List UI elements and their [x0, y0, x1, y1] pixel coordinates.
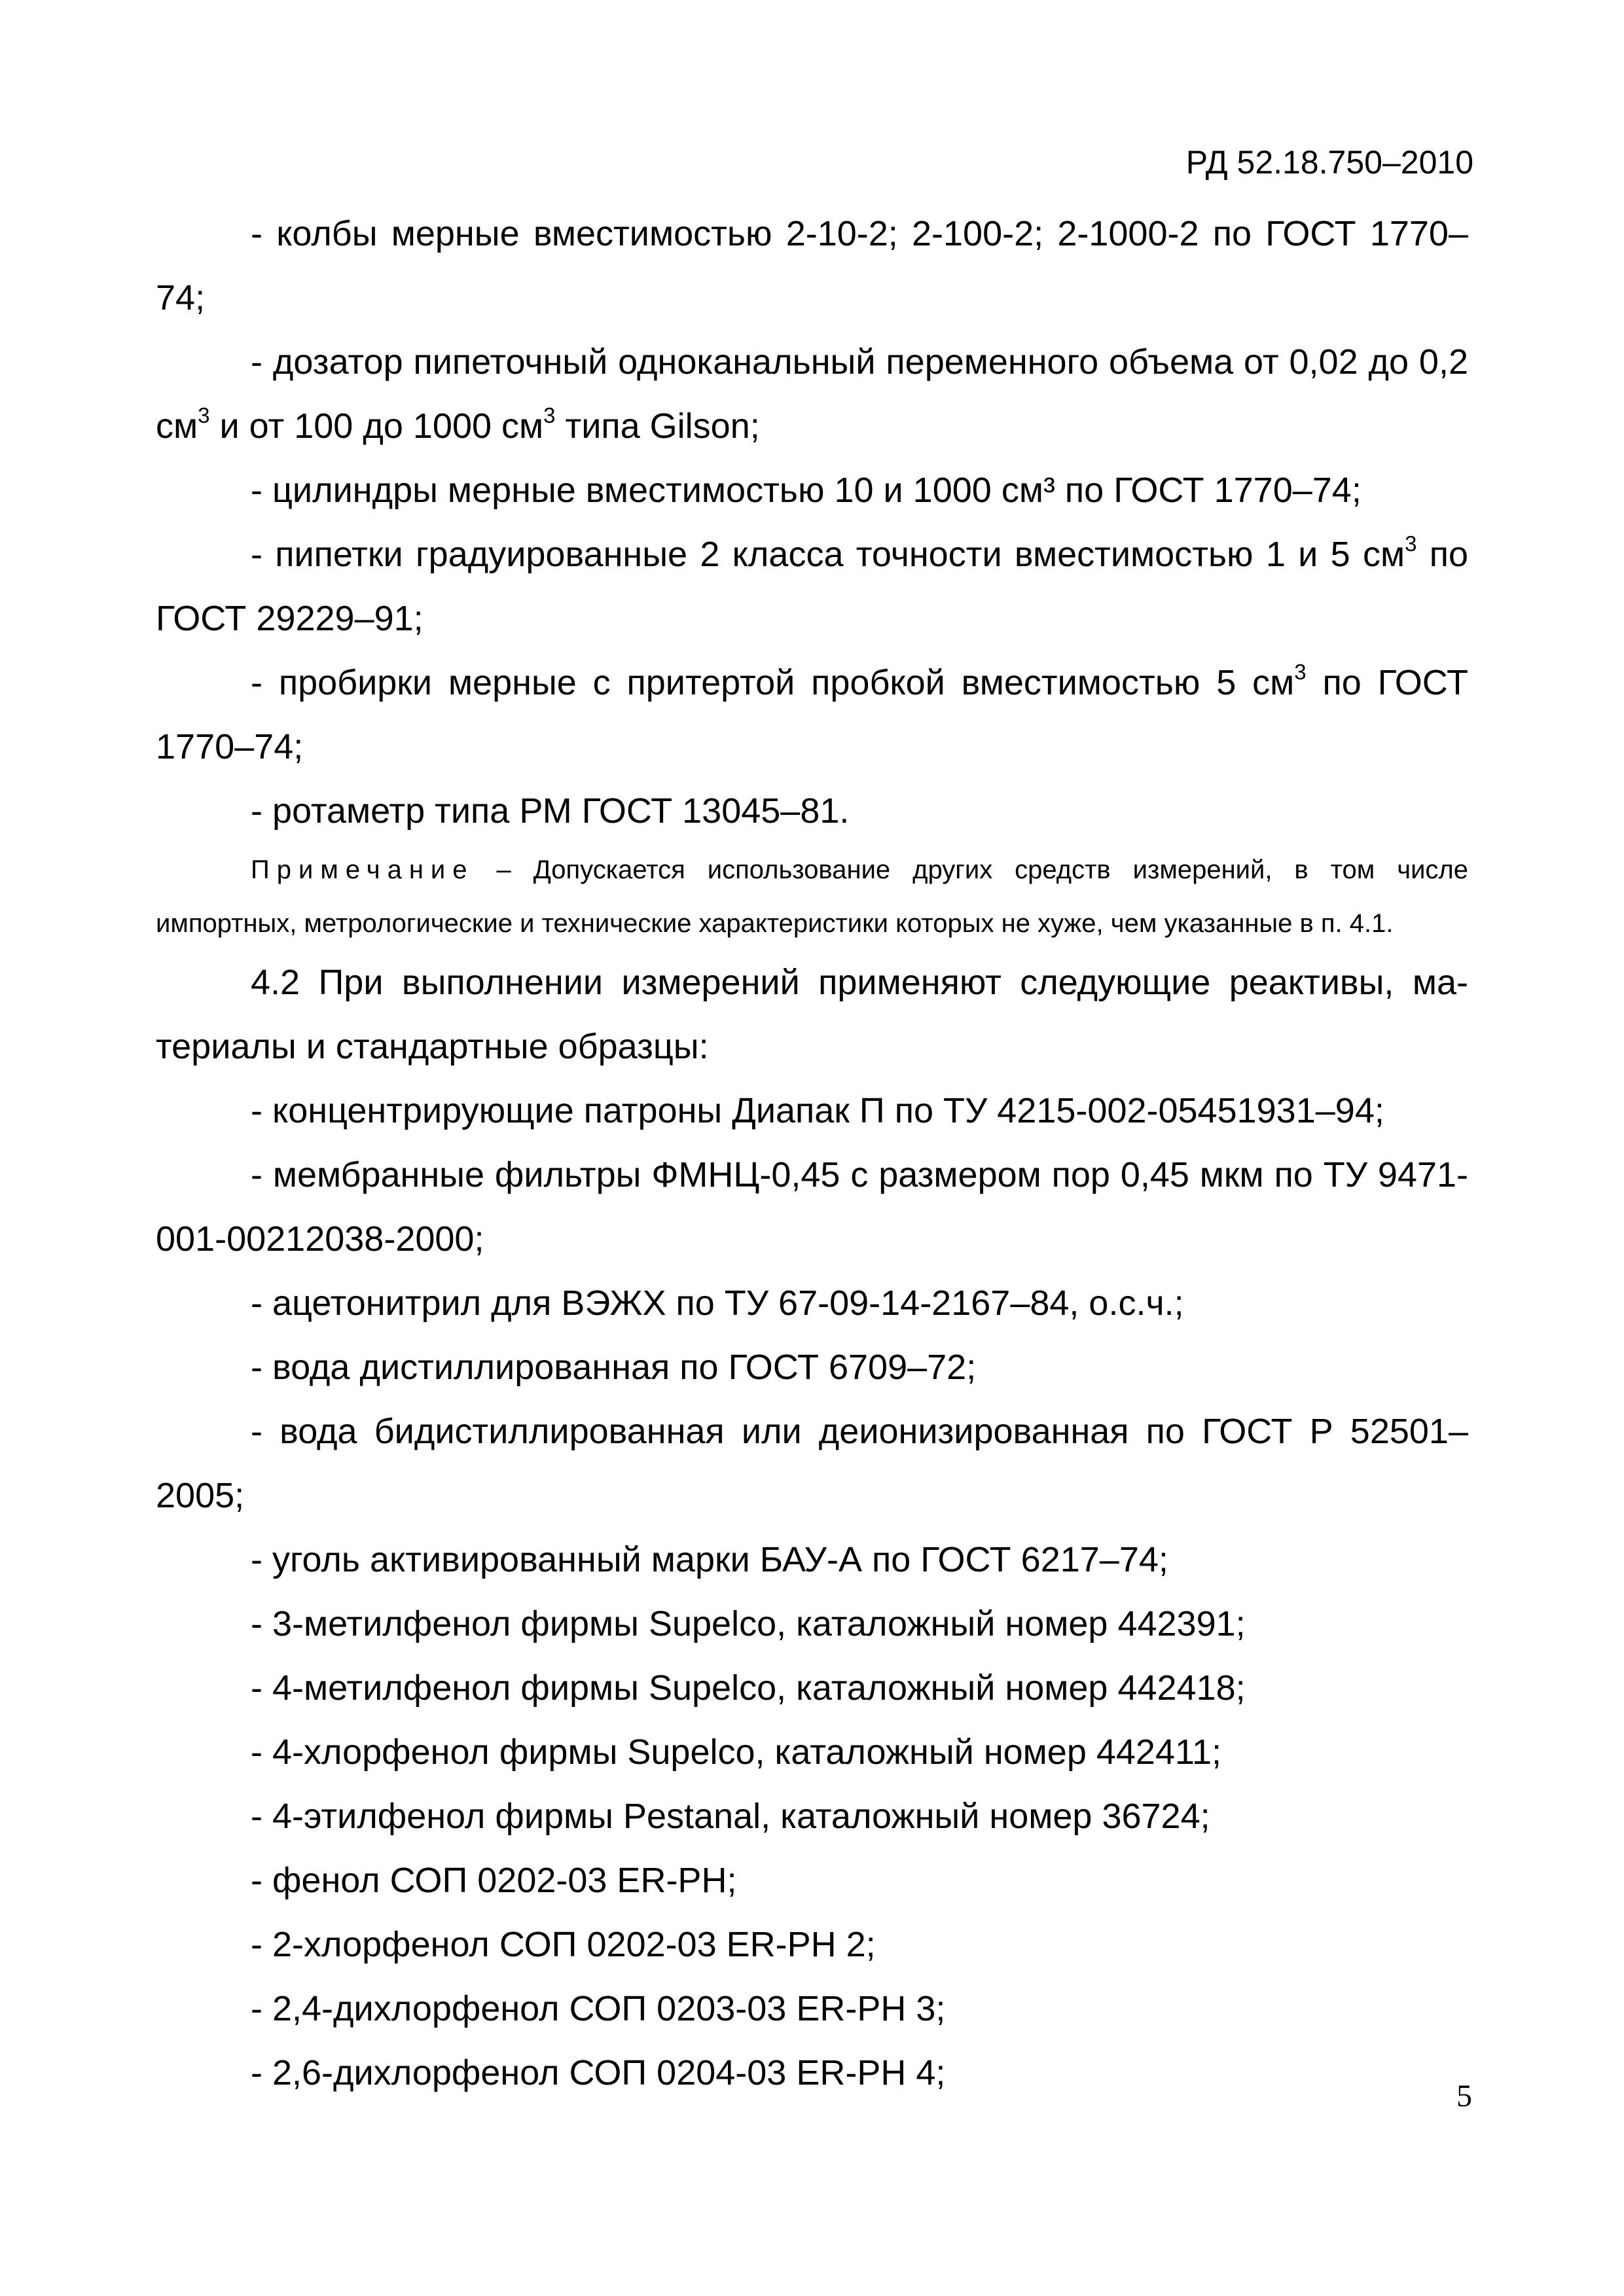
reagent-item: - 2,6-дихлорфенол СОП 0204-03 ER-PH 4;: [251, 2053, 946, 2092]
reagent-item: - вода бидистиллированная или деионизированная по ГОСТ Р 52501–2005;: [156, 1412, 1468, 1515]
superscript: 3: [543, 403, 556, 427]
reagent-item: - 4-хлорфенол фирмы Supelco, каталожный номер 442411;: [251, 1732, 1222, 1772]
reagent-item: - 2,4-дихлорфенол СОП 0203-03 ER-PH 3;: [251, 1989, 946, 2028]
superscript: 3: [1405, 531, 1417, 556]
equipment-item-text: - пипетки градуированные 2 класса точности вместимостью 1 и 5 см: [251, 535, 1405, 574]
document-body: [156, 202, 1468, 2105]
reagent-item: - уголь активированный марки БАУ-А по ГОСТ 6217–74;: [251, 1540, 1168, 1579]
reagent-item: - 3-метилфенол фирмы Supelco, каталожный номер 442391;: [251, 1604, 1246, 1643]
note-paragraph: [156, 843, 1468, 950]
note-text: – Допускается использование других средств измерений, в том числе импортных, метрологические и технические характеристики которых не хуже, чем указанные в п. 4.1.: [156, 855, 1468, 938]
note-label: Примечание: [251, 855, 475, 884]
reagent-item: - 2-хлорфенол СОП 0202-03 ER-PH 2;: [251, 1925, 876, 1964]
reagent-item: - мембранные фильтры ФМНЦ-0,45 с размером пор 0,45 мкм по ТУ 9471-001-00212038-2000;: [156, 1155, 1468, 1259]
equipment-item-text: - пробирки мерные с притертой пробкой вместимостью 5 см: [251, 663, 1295, 702]
equipment-item-test-tubes: [156, 651, 1468, 779]
equipment-item-text: и от 100 до 1000 см: [209, 406, 544, 446]
equipment-item-measuring-cylinders: - цилиндры мерные вместимостью 10 и 1000 см³ по ГОСТ 1770–74;: [251, 471, 1362, 510]
document-code: РД 52.18.750–2010: [1185, 144, 1473, 181]
reagent-item: - ацетонитрил для ВЭЖХ по ТУ 67-09-14-2167–84, о.с.ч.;: [251, 1283, 1184, 1323]
reagent-item: - 4-этилфенол фирмы Pestanal, каталожный номер 36724;: [251, 1797, 1210, 1836]
reagent-item: - концентрирующие патроны Диапак П по ТУ 4215-002-05451931–94;: [251, 1091, 1384, 1130]
reagent-item: - вода дистиллированная по ГОСТ 6709–72;: [251, 1348, 977, 1387]
equipment-item-pipette-dispenser: [156, 330, 1468, 458]
reagent-item: - фенол СОП 0202-03 ER-PH;: [251, 1861, 737, 1900]
equipment-item-text: - дозатор пипеточный одноканальный переменного объема от 0,02 до 0,2 см: [156, 342, 1468, 446]
equipment-item-volumetric-flasks: - колбы мерные вместимостью 2-10-2; 2-100-2; 2-1000-2 по ГОСТ 1770–74;: [156, 214, 1468, 317]
equipment-item-rotameter: - ротаметр типа РМ ГОСТ 13045–81.: [251, 791, 850, 831]
equipment-item-text: типа Gilson;: [555, 406, 760, 446]
equipment-item-text: по ГОСТ 29229–91;: [156, 535, 1468, 638]
equipment-item-text: по ГОСТ 1770–74;: [156, 663, 1468, 766]
page-number: 5: [1456, 2079, 1472, 2113]
equipment-item-graduated-pipettes: [156, 522, 1468, 651]
reagent-item: - 4-метилфенол фирмы Supelco, каталожный номер 442418;: [251, 1668, 1246, 1708]
section-4-2-heading: 4.2 При выполнении измерений применяют следующие реактивы, ма-териалы и стандартные образцы:: [156, 963, 1468, 1066]
superscript: 3: [198, 403, 210, 427]
superscript: 3: [1294, 660, 1307, 684]
